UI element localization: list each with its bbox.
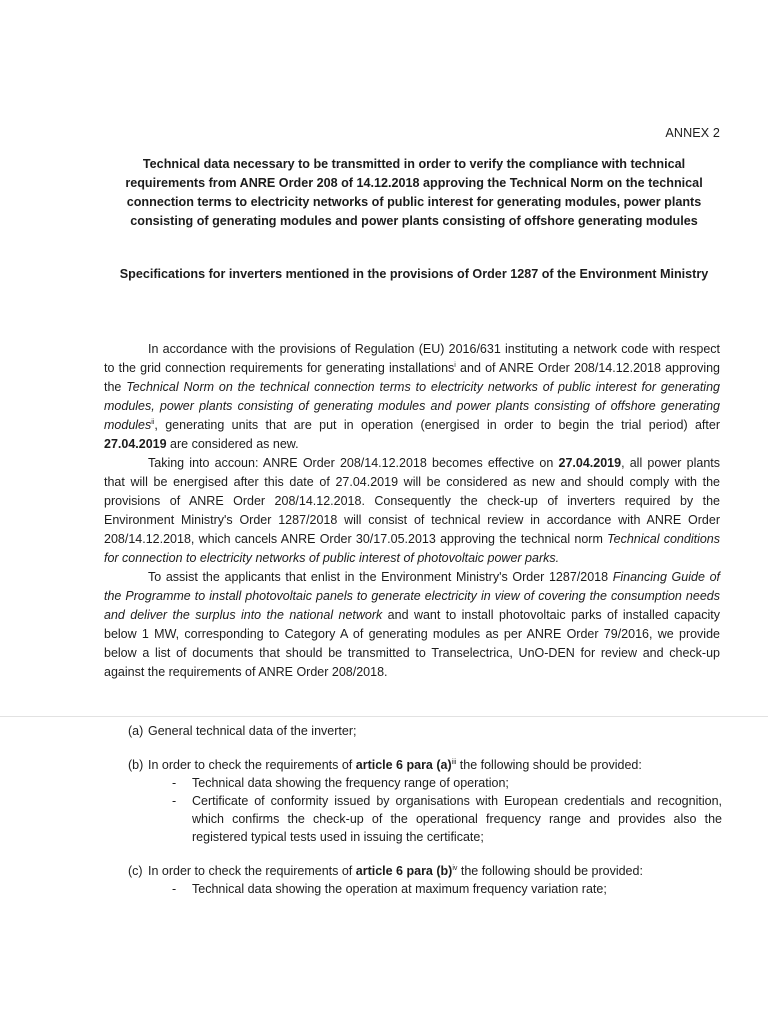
footnote-ref: iv [452,864,458,872]
footnote-ref: ii [151,418,155,426]
paragraph-1: In accordance with the provisions of Regulation (EU) 2016/631 instituting a network code with respect to the grid connection requirements for generating installations$^i$ and of ANRE Order 208/14.12.2018 approving the Technical Norm on the technical connection terms to electricity networks of public interest for generating modules, power plants consisting of generating modules and power plants consisting of offshore generating modules$^{ii}$, generating units that are put in operation (energised in order to begin the trial period) after 27.04.2019 are considered as new. [104,342,720,451]
item-text: General technical data of the inverter; [148,724,357,738]
footnote-ref: i [454,361,456,369]
article-ref: article 6 para (a) [355,758,452,772]
item-letter: (a) [128,724,144,738]
item-letter: (c) [128,864,143,878]
effective-date: 27.04.2019 [558,456,622,470]
item-letter: (b) [128,758,144,772]
footnote-ref: iii [451,758,457,766]
effective-date: 27.04.2019 [104,437,167,451]
document-subtitle: Specifications for inverters mentioned in the provisions of Order 1287 of the Environment Ministry [119,267,709,281]
dash-bullet: - [172,776,177,790]
sub-list-item: - Technical data showing the operation at maximum frequency variation rate; [172,882,607,896]
sub-list [148,774,722,846]
list-item-a [128,722,722,740]
annex-label: ANNEX 2 [665,126,720,140]
article-ref: article 6 para (b) [355,864,453,878]
paragraph-2: Taking into accoun: ANRE Order 208/14.12.2018 becomes effective on 27.04.2019, all power plants that will be energised after this date of 27.04.2019 will be considered as new and should comply with the provisions of ANRE Order 208/14.12.2018. Consequently the check-up of inverters required by the Environment Ministry's Order 1287/2018 will consist of technical review in accordance with ANRE Order 208/14.12.2018, which cancels ANRE Order 30/17.05.2013 approving the technical norm Technical conditions for connection to electricity networks of public interest of photovoltaic power parks. [104,456,721,565]
body-text [104,340,720,682]
document-title: Technical data necessary to be transmitted in order to verify the compliance with technical requirements from ANRE Order 208 of 14.12.2018 approving the Technical Norm on the technical connection terms to electricity networks of public interest for generating modules, power plants consisting of generating modules and power plants consisting of offshore generating modules [125,157,703,228]
norm-title: Technical Norm on the technical connection terms to electricity networks of public interest for generating modules, power plants consisting of generating modules and power plants consisting of offshore generating modules [104,380,720,432]
requirements-list [128,722,722,914]
sub-list-item: - Technical data showing the frequency range of operation; [172,776,509,790]
list-item-b [128,756,722,846]
sub-list [148,880,722,898]
norm-title: Technical conditions for connection to electricity networks of public interest of photovoltaic power parks. [104,532,721,565]
dash-bullet: - [172,882,177,896]
item-text: In order to check the requirements of article 6 para $(b)^{iv}$ the following should be provided: [148,864,643,878]
dash-bullet: - [172,794,177,808]
paragraph-3: To assist the applicants that enlist in the Environment Ministry's Order 1287/2018 Financing Guide of the Programme to install photovoltaic panels to generate electricity in view of covering the consumption needs and deliver the surplus into the national network and want to install photovoltaic parks of installed capacity below 1 MW, corresponding to Category A of generating modules as per ANRE Order 79/2016, we provide below a list of documents that should be transmitted to Transelectrica, UnO-DEN for review and check-up against the requirements of ANRE Order 208/2018. [104,570,720,679]
separator-line [0,716,768,717]
guide-title: Financing Guide of the Programme to install photovoltaic panels to generate electricity in view of covering the consumption needs and deliver the surplus into the national network [104,570,720,622]
sub-list-item: - Certificate of conformity issued by organisations with European credentials and recognition, which confirms the check-up of the operational frequency range and provides also the registered typical tests used in issuing the certificate; [172,794,722,844]
list-item-c [128,862,722,898]
item-text: In order to check the requirements of article 6 para $(a)^{iii}$ the following should be provided: [148,758,642,772]
